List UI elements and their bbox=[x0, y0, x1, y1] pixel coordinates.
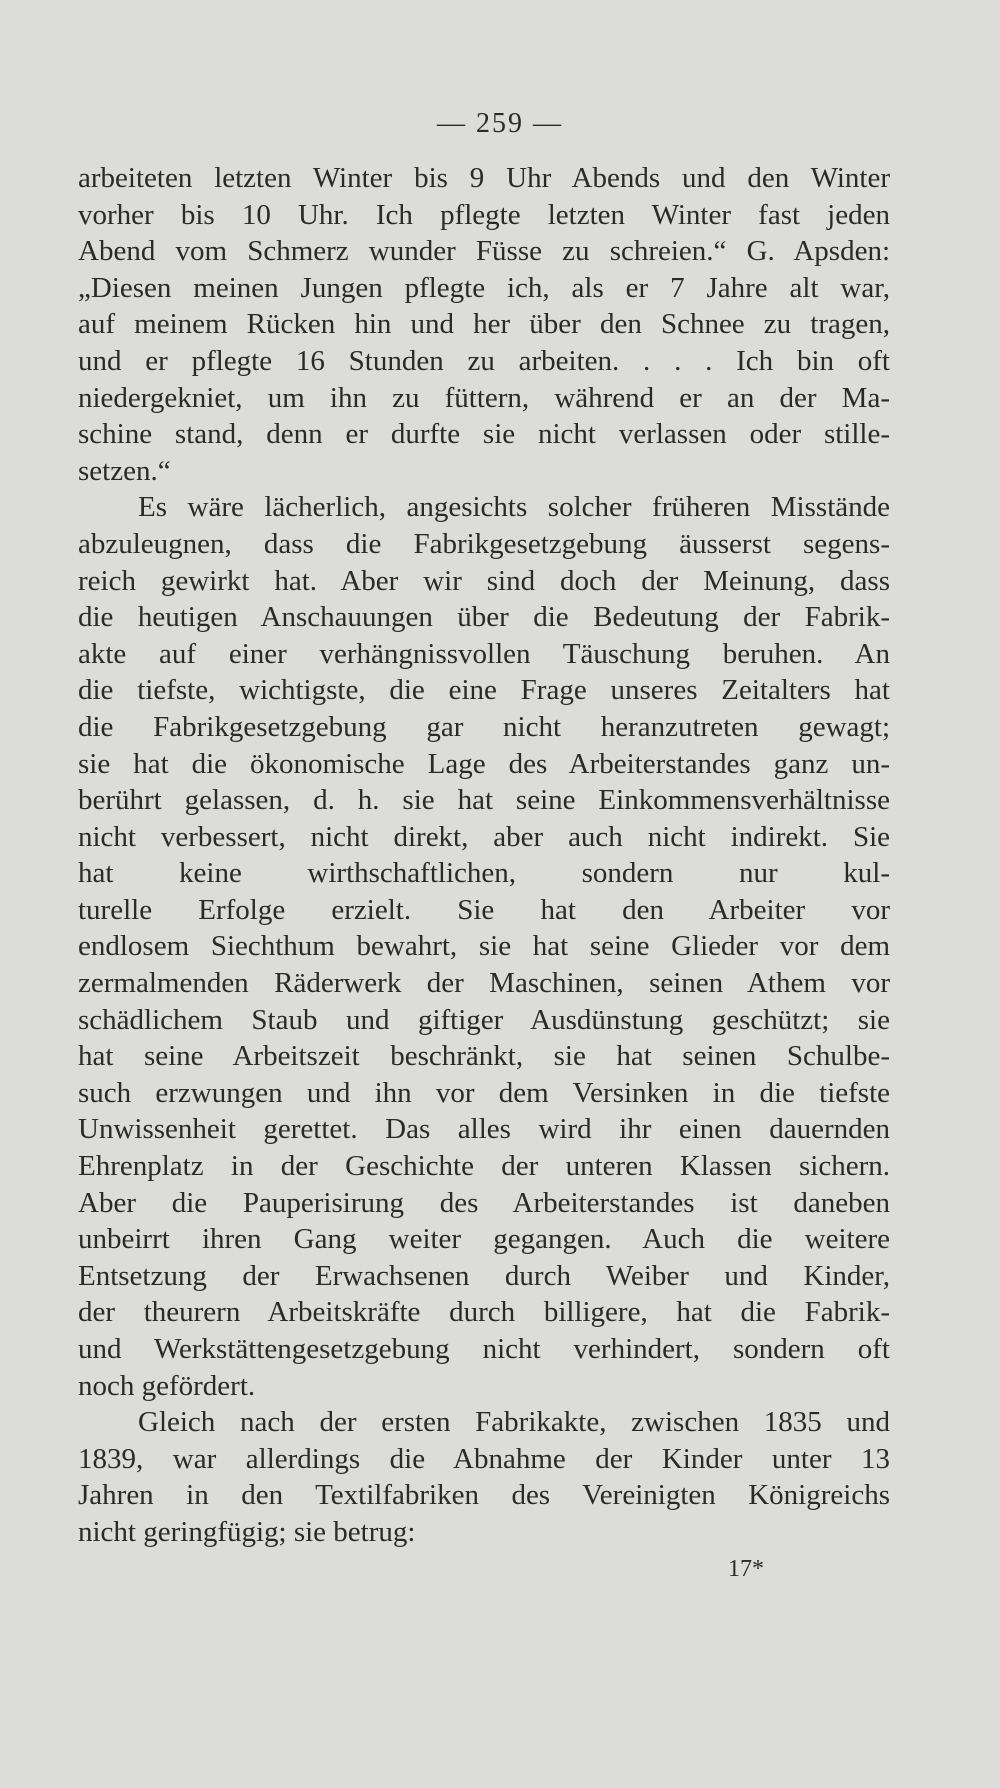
text-line: noch gefördert. bbox=[78, 1369, 256, 1402]
text-line: nicht geringfügig; sie betrug: bbox=[78, 1515, 416, 1548]
text-line: Gleich nach der ersten Fabrikakte, zwischen 1835 und bbox=[138, 1406, 890, 1439]
text-line: sie hat die ökonomische Lage des Arbeiterstandes ganz un- bbox=[78, 747, 890, 780]
text-line: und Werkstättengesetzgebung nicht verhindert, sondern oft bbox=[78, 1333, 890, 1365]
text-line: akte auf einer verhängnissvollen Täuschung beruhen. An bbox=[78, 637, 890, 670]
text-line: zermalmenden Räderwerk der Maschinen, seinen Athem vor bbox=[78, 967, 890, 1000]
text-line: setzen.“ bbox=[78, 454, 171, 487]
text-line: such erzwungen und ihn vor dem Versinken in die tiefste bbox=[78, 1076, 890, 1109]
text-line: Entsetzung der Erwachsenen durch Weiber und Kinder, bbox=[78, 1259, 890, 1292]
text-line: Jahren in den Textilfabriken des Vereinigten Königreichs bbox=[78, 1479, 890, 1512]
text-line: vorher bis 10 Uhr. Ich pflegte letzten Winter fast jeden bbox=[78, 198, 890, 231]
text-line: abzuleugnen, dass die Fabrikgesetzgebung äusserst segens- bbox=[78, 527, 890, 560]
text-line: turelle Erfolge erzielt. Sie hat den Arbeiter vor bbox=[78, 893, 890, 926]
text-line: hat seine Arbeitszeit beschränkt, sie hat seinen Schulbe- bbox=[78, 1040, 890, 1073]
text-line: 1839, war allerdings die Abnahme der Kinder unter 13 bbox=[78, 1442, 890, 1475]
text-line: reich gewirkt hat. Aber wir sind doch der Meinung, dass bbox=[78, 564, 890, 597]
text-line: Ehrenplatz in der Geschichte der unteren Klassen sichern. bbox=[78, 1150, 890, 1183]
text-line: nicht verbessert, nicht direkt, aber auch nicht indirekt. Sie bbox=[78, 820, 890, 853]
signature-mark: 17* bbox=[728, 1556, 764, 1582]
text-line: auf meinem Rücken hin und her über den Schnee zu tragen, bbox=[78, 308, 890, 341]
text-line: schädlichem Staub und giftiger Ausdünstung geschützt; sie bbox=[78, 1003, 890, 1036]
text-line: die tiefste, wichtigste, die eine Frage unseres Zeitalters hat bbox=[78, 674, 890, 707]
text-line: Es wäre lächerlich, angesichts solcher früheren Misstände bbox=[138, 491, 890, 524]
text-line: die heutigen Anschauungen über die Bedeutung der Fabrik- bbox=[78, 601, 890, 634]
text-line: arbeiteten letzten Winter bis 9 Uhr Abends und den Winter bbox=[78, 162, 890, 194]
text-line: und er pflegte 16 Stunden zu arbeiten. . . . Ich bin oft bbox=[78, 344, 890, 377]
page-number: — 259 — bbox=[437, 108, 563, 139]
text-line: Aber die Pauperisirung des Arbeiterstandes ist daneben bbox=[78, 1186, 890, 1219]
text-line: unbeirrt ihren Gang weiter gegangen. Auch die weitere bbox=[78, 1223, 890, 1256]
body-text bbox=[78, 160, 890, 1551]
text-line: schine stand, denn er durfte sie nicht verlassen oder stille- bbox=[78, 418, 890, 451]
text-line: „Diesen meinen Jungen pflegte ich, als er 7 Jahre alt war, bbox=[78, 271, 890, 304]
text-line: hat keine wirthschaftlichen, sondern nur kul- bbox=[78, 857, 890, 890]
text-line: niedergekniet, um ihn zu füttern, während er an der Ma- bbox=[78, 381, 890, 414]
text-line: die Fabrikgesetzgebung gar nicht heranzutreten gewagt; bbox=[78, 710, 890, 743]
text-line: Abend vom Schmerz wunder Füsse zu schreien.“ G. Apsden: bbox=[78, 235, 890, 268]
text-line: der theurern Arbeitskräfte durch billigere, hat die Fabrik- bbox=[78, 1296, 890, 1329]
text-line: Unwissenheit gerettet. Das alles wird ihr einen dauernden bbox=[78, 1113, 890, 1146]
text-line: berührt gelassen, d. h. sie hat seine Einkommensverhältnisse bbox=[78, 784, 890, 817]
text-line: endlosem Siechthum bewahrt, sie hat seine Glieder vor dem bbox=[78, 930, 890, 963]
